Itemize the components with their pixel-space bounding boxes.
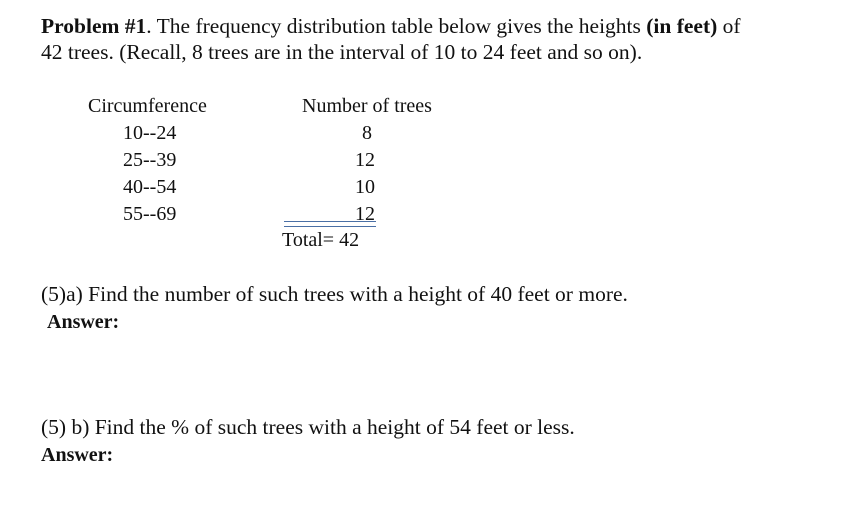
table-row-count: 8 bbox=[362, 122, 372, 144]
problem-statement-line1 bbox=[41, 16, 741, 38]
part-a-answer-label: Answer: bbox=[47, 311, 120, 333]
part-b-question: (5) b) Find the % of such trees with a height of 54 feet or less. bbox=[41, 415, 575, 439]
part-b-answer-label: Answer: bbox=[41, 444, 114, 466]
part-a-question: (5)a) Find the number of such trees with a height of 40 feet or more. bbox=[41, 282, 628, 306]
table-row-interval: 25--39 bbox=[123, 149, 177, 171]
table-row-interval: 55--69 bbox=[123, 203, 177, 225]
col-header-number-of-trees: Number of trees bbox=[302, 95, 432, 117]
table-row-count: 12 bbox=[355, 149, 375, 171]
total-separator-line bbox=[284, 221, 376, 227]
problem-intro-end: of bbox=[717, 14, 741, 38]
table-total: Total= 42 bbox=[282, 229, 360, 251]
table-row-interval: 40--54 bbox=[123, 176, 177, 198]
table-row-count: 10 bbox=[355, 176, 375, 198]
table-row-count: 12 bbox=[355, 203, 375, 225]
col-header-circumference: Circumference bbox=[88, 95, 207, 117]
problem-label: Problem #1 bbox=[41, 14, 147, 38]
table-row-interval: 10--24 bbox=[123, 122, 177, 144]
in-feet-label: (in feet) bbox=[646, 14, 718, 38]
problem-intro-text: . The frequency distribution table below gives the heights bbox=[146, 14, 647, 38]
problem-statement-line2: 42 trees. (Recall, 8 trees are in the interval of 10 to 24 feet and so on). bbox=[41, 40, 643, 64]
